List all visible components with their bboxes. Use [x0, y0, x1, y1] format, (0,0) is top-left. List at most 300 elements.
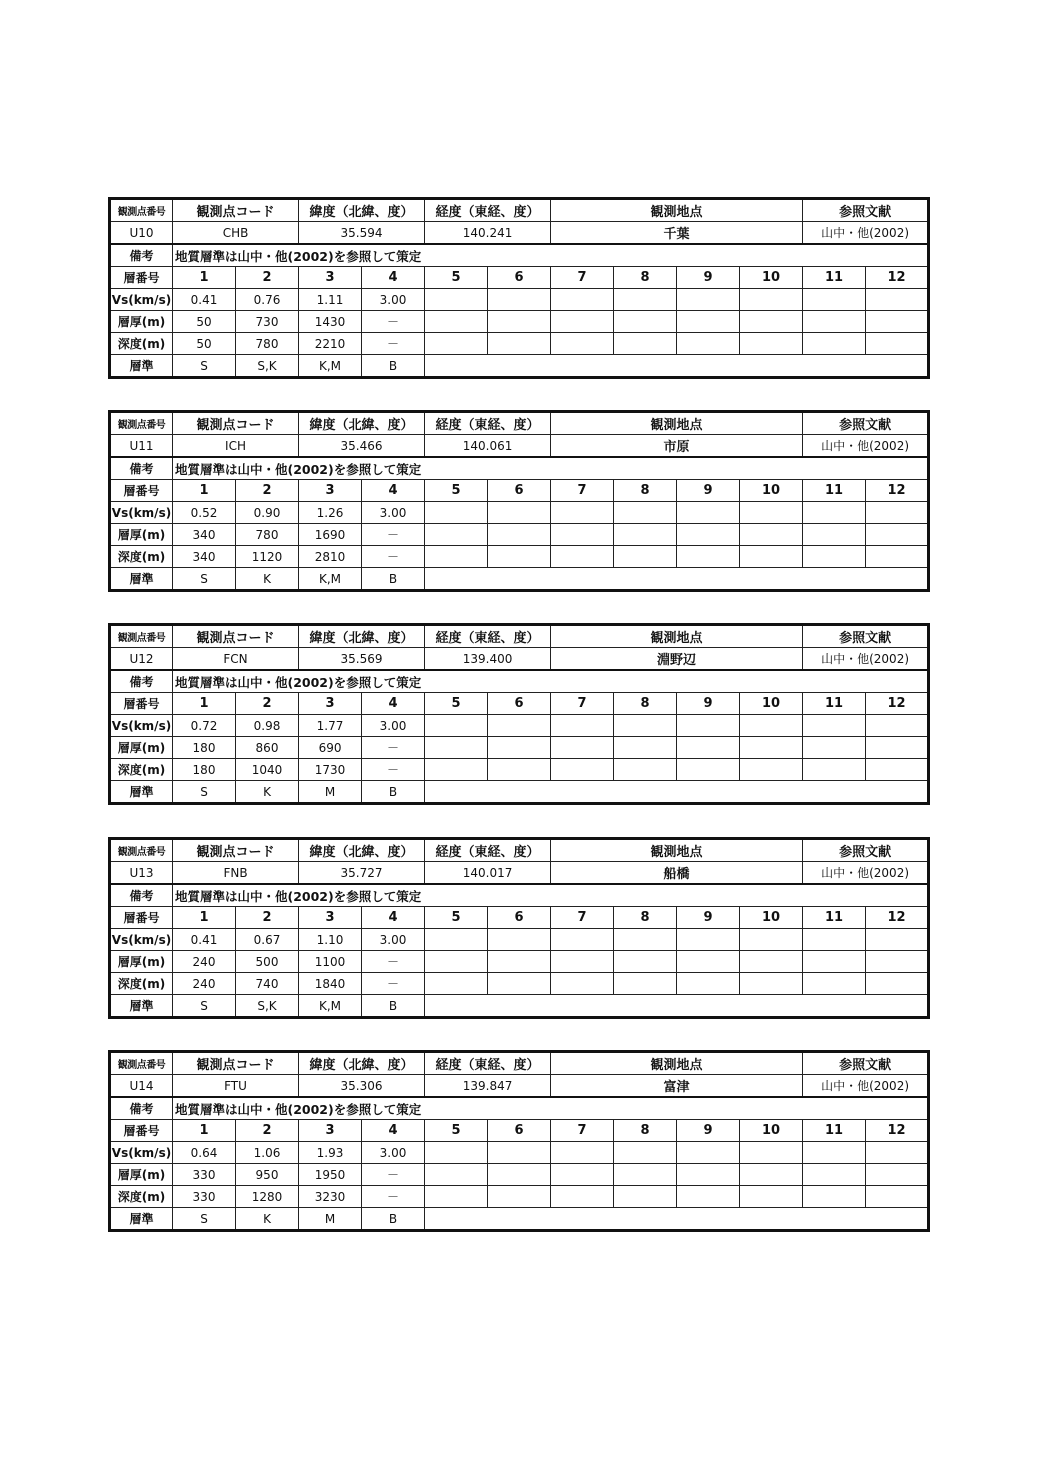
horizon-cell: B [362, 568, 425, 591]
header-row [110, 412, 929, 435]
location-value: 富津 [551, 1075, 803, 1098]
longitude-header: 経度（東経、度） [425, 199, 551, 222]
layer-no-cell: 10 [740, 267, 803, 289]
vs-cell-empty [866, 289, 929, 311]
layer-number-row [110, 267, 929, 289]
layer-no-cell: 11 [803, 907, 866, 929]
layer-no-cell: 12 [866, 480, 929, 502]
horizon-row [110, 355, 929, 378]
depth-cell: 180 [173, 759, 236, 781]
layer-no-label: 層番号 [110, 480, 173, 502]
thickness-cell-empty [425, 951, 488, 973]
thickness-cell: 1100 [299, 951, 362, 973]
site-no-header: 観測点番号 [110, 625, 173, 648]
layer-no-cell: 2 [236, 267, 299, 289]
thickness-cell-empty [425, 737, 488, 759]
layer-no-cell: 2 [236, 1120, 299, 1142]
vs-cell: 1.77 [299, 715, 362, 737]
site-no: U14 [110, 1075, 173, 1098]
horizon-blank [425, 568, 929, 591]
thickness-cell-empty [488, 1164, 551, 1186]
layer-no-cell: 1 [173, 1120, 236, 1142]
location-value: 市原 [551, 435, 803, 458]
thickness-label: 層厚(m) [110, 524, 173, 546]
horizon-cell: K [236, 568, 299, 591]
layer-no-cell: 5 [425, 267, 488, 289]
longitude-value: 140.241 [425, 222, 551, 245]
layer-no-cell: 3 [299, 693, 362, 715]
layer-no-cell: 4 [362, 907, 425, 929]
thickness-row [110, 951, 929, 973]
thickness-cell-empty [425, 311, 488, 333]
layer-no-cell: 3 [299, 907, 362, 929]
vs-row [110, 929, 929, 951]
depth-cell: － [362, 1186, 425, 1208]
location-header: 観測地点 [551, 625, 803, 648]
layer-no-cell: 10 [740, 1120, 803, 1142]
remarks-row [110, 244, 929, 267]
thickness-cell-empty [488, 951, 551, 973]
layer-no-cell: 11 [803, 267, 866, 289]
longitude-value: 139.847 [425, 1075, 551, 1098]
thickness-cell: 1430 [299, 311, 362, 333]
layer-no-cell: 8 [614, 1120, 677, 1142]
site-code-header: 観測点コード [173, 839, 299, 862]
latitude-header: 緯度（北緯、度） [299, 412, 425, 435]
horizon-cell: K [236, 1208, 299, 1231]
location-header: 観測地点 [551, 1052, 803, 1075]
thickness-cell-empty [803, 737, 866, 759]
vs-cell-empty [488, 1142, 551, 1164]
remarks-row [110, 1097, 929, 1120]
depth-cell-empty [740, 546, 803, 568]
vs-cell-empty [677, 502, 740, 524]
thickness-cell: 330 [173, 1164, 236, 1186]
thickness-cell-empty [551, 1164, 614, 1186]
layer-no-cell: 4 [362, 693, 425, 715]
layer-no-cell: 2 [236, 693, 299, 715]
reference-value: 山中・他(2002) [803, 1075, 929, 1098]
thickness-cell: 690 [299, 737, 362, 759]
thickness-cell-empty [488, 524, 551, 546]
vs-cell-empty [740, 715, 803, 737]
site-code-header: 観測点コード [173, 625, 299, 648]
vs-label: Vs(km/s) [110, 715, 173, 737]
vs-cell-empty [488, 289, 551, 311]
depth-label: 深度(m) [110, 546, 173, 568]
site-code: FNB [173, 862, 299, 885]
remarks-label: 備考 [110, 670, 173, 693]
thickness-cell-empty [740, 524, 803, 546]
layer-no-cell: 5 [425, 693, 488, 715]
thickness-label: 層厚(m) [110, 311, 173, 333]
vs-cell-empty [425, 502, 488, 524]
thickness-cell-empty [488, 737, 551, 759]
vs-label: Vs(km/s) [110, 1142, 173, 1164]
thickness-label: 層厚(m) [110, 951, 173, 973]
depth-cell-empty [866, 1186, 929, 1208]
vs-cell: 0.72 [173, 715, 236, 737]
layer-no-cell: 7 [551, 693, 614, 715]
horizon-label: 層準 [110, 568, 173, 591]
longitude-value: 139.400 [425, 648, 551, 671]
depth-cell: 50 [173, 333, 236, 355]
thickness-cell: － [362, 311, 425, 333]
vs-cell: 3.00 [362, 929, 425, 951]
longitude-value: 140.017 [425, 862, 551, 885]
depth-cell: 330 [173, 1186, 236, 1208]
vs-label: Vs(km/s) [110, 289, 173, 311]
horizon-cell: M [299, 781, 362, 804]
latitude-header: 緯度（北緯、度） [299, 625, 425, 648]
layer-no-cell: 3 [299, 480, 362, 502]
thickness-cell: 50 [173, 311, 236, 333]
depth-cell: 1120 [236, 546, 299, 568]
depth-label: 深度(m) [110, 333, 173, 355]
horizon-cell: S [173, 568, 236, 591]
thickness-cell-empty [866, 737, 929, 759]
vs-cell: 0.67 [236, 929, 299, 951]
thickness-cell: 780 [236, 524, 299, 546]
vs-cell-empty [803, 715, 866, 737]
header-row [110, 1052, 929, 1075]
depth-cell: 740 [236, 973, 299, 995]
thickness-cell: 1950 [299, 1164, 362, 1186]
thickness-cell-empty [677, 311, 740, 333]
vs-cell: 1.26 [299, 502, 362, 524]
layer-number-row [110, 907, 929, 929]
thickness-cell-empty [803, 951, 866, 973]
depth-cell-empty [425, 1186, 488, 1208]
thickness-cell-empty [866, 1164, 929, 1186]
thickness-cell-empty [614, 311, 677, 333]
site-no-header: 観測点番号 [110, 412, 173, 435]
thickness-cell: 860 [236, 737, 299, 759]
site-info-row [110, 1075, 929, 1098]
vs-cell: 0.41 [173, 289, 236, 311]
vs-cell: 3.00 [362, 502, 425, 524]
layer-no-cell: 10 [740, 907, 803, 929]
thickness-cell-empty [425, 1164, 488, 1186]
header-row [110, 199, 929, 222]
site-info-row [110, 222, 929, 245]
horizon-cell: S,K [236, 995, 299, 1018]
thickness-cell-empty [740, 951, 803, 973]
thickness-cell-empty [803, 311, 866, 333]
longitude-header: 経度（東経、度） [425, 839, 551, 862]
layer-no-cell: 6 [488, 1120, 551, 1142]
vs-row [110, 289, 929, 311]
depth-cell-empty [425, 546, 488, 568]
thickness-cell-empty [803, 1164, 866, 1186]
layer-no-cell: 4 [362, 1120, 425, 1142]
depth-cell-empty [677, 546, 740, 568]
depth-cell: 340 [173, 546, 236, 568]
depth-row [110, 546, 929, 568]
location-header: 観測地点 [551, 412, 803, 435]
vs-cell-empty [614, 289, 677, 311]
depth-cell-empty [866, 973, 929, 995]
site-table-u11 [108, 410, 930, 592]
layer-no-cell: 4 [362, 480, 425, 502]
thickness-cell: 730 [236, 311, 299, 333]
vs-cell-empty [551, 502, 614, 524]
reference-header: 参照文献 [803, 412, 929, 435]
layer-no-cell: 11 [803, 1120, 866, 1142]
remarks-value: 地質層準は山中・他(2002)を参照して策定 [173, 884, 929, 907]
vs-cell-empty [803, 289, 866, 311]
layer-no-cell: 10 [740, 693, 803, 715]
remarks-value: 地質層準は山中・他(2002)を参照して策定 [173, 1097, 929, 1120]
depth-cell: － [362, 973, 425, 995]
site-code-header: 観測点コード [173, 412, 299, 435]
horizon-label: 層準 [110, 1208, 173, 1231]
thickness-cell: 950 [236, 1164, 299, 1186]
header-row [110, 839, 929, 862]
thickness-cell: 340 [173, 524, 236, 546]
site-code: ICH [173, 435, 299, 458]
site-info-row [110, 435, 929, 458]
horizon-label: 層準 [110, 355, 173, 378]
horizon-cell: K,M [299, 355, 362, 378]
vs-cell-empty [803, 502, 866, 524]
thickness-cell: － [362, 524, 425, 546]
site-code: CHB [173, 222, 299, 245]
vs-cell-empty [551, 929, 614, 951]
depth-cell-empty [677, 973, 740, 995]
horizon-cell: K,M [299, 995, 362, 1018]
depth-cell: 1730 [299, 759, 362, 781]
remarks-label: 備考 [110, 884, 173, 907]
site-no: U10 [110, 222, 173, 245]
location-header: 観測地点 [551, 839, 803, 862]
depth-cell-empty [803, 546, 866, 568]
depth-cell-empty [551, 759, 614, 781]
location-value: 千葉 [551, 222, 803, 245]
depth-cell-empty [425, 759, 488, 781]
layer-no-cell: 6 [488, 267, 551, 289]
thickness-cell-empty [866, 311, 929, 333]
vs-cell: 0.41 [173, 929, 236, 951]
layer-no-cell: 2 [236, 480, 299, 502]
location-value: 船橋 [551, 862, 803, 885]
depth-cell-empty [803, 333, 866, 355]
depth-cell-empty [803, 1186, 866, 1208]
vs-cell: 1.06 [236, 1142, 299, 1164]
layer-no-cell: 8 [614, 907, 677, 929]
thickness-cell-empty [740, 737, 803, 759]
depth-cell: 240 [173, 973, 236, 995]
site-table-u14 [108, 1050, 930, 1232]
thickness-cell: － [362, 737, 425, 759]
site-no: U11 [110, 435, 173, 458]
vs-cell: 0.98 [236, 715, 299, 737]
vs-cell: 0.64 [173, 1142, 236, 1164]
thickness-cell-empty [425, 524, 488, 546]
longitude-header: 経度（東経、度） [425, 1052, 551, 1075]
layer-no-label: 層番号 [110, 1120, 173, 1142]
layer-no-cell: 3 [299, 1120, 362, 1142]
vs-cell: 1.10 [299, 929, 362, 951]
depth-cell-empty [614, 759, 677, 781]
vs-cell-empty [866, 715, 929, 737]
depth-cell-empty [740, 1186, 803, 1208]
thickness-cell-empty [614, 737, 677, 759]
vs-cell-empty [425, 715, 488, 737]
latitude-header: 緯度（北緯、度） [299, 839, 425, 862]
vs-row [110, 502, 929, 524]
site-no: U13 [110, 862, 173, 885]
vs-cell: 1.93 [299, 1142, 362, 1164]
horizon-row [110, 1208, 929, 1231]
horizon-blank [425, 781, 929, 804]
reference-header: 参照文献 [803, 1052, 929, 1075]
depth-row [110, 1186, 929, 1208]
depth-cell-empty [488, 759, 551, 781]
vs-cell-empty [425, 929, 488, 951]
depth-cell-empty [488, 333, 551, 355]
site-table-u10 [108, 197, 930, 379]
depth-cell-empty [488, 973, 551, 995]
horizon-cell: S [173, 995, 236, 1018]
thickness-label: 層厚(m) [110, 737, 173, 759]
layer-no-cell: 5 [425, 907, 488, 929]
layer-no-cell: 7 [551, 907, 614, 929]
vs-row [110, 715, 929, 737]
site-no: U12 [110, 648, 173, 671]
vs-cell-empty [551, 289, 614, 311]
depth-cell-empty [677, 1186, 740, 1208]
vs-cell-empty [866, 1142, 929, 1164]
reference-header: 参照文献 [803, 625, 929, 648]
depth-cell: 1040 [236, 759, 299, 781]
thickness-cell-empty [551, 524, 614, 546]
thickness-cell: 1690 [299, 524, 362, 546]
horizon-cell: B [362, 781, 425, 804]
depth-cell-empty [551, 973, 614, 995]
location-header: 観測地点 [551, 199, 803, 222]
depth-cell-empty [488, 546, 551, 568]
reference-value: 山中・他(2002) [803, 222, 929, 245]
thickness-cell-empty [551, 311, 614, 333]
layer-no-cell: 12 [866, 1120, 929, 1142]
vs-cell: 3.00 [362, 715, 425, 737]
depth-cell: 3230 [299, 1186, 362, 1208]
vs-cell-empty [551, 1142, 614, 1164]
thickness-cell: 500 [236, 951, 299, 973]
layer-no-cell: 1 [173, 267, 236, 289]
latitude-value: 35.727 [299, 862, 425, 885]
vs-cell-empty [614, 715, 677, 737]
site-code-header: 観測点コード [173, 1052, 299, 1075]
vs-cell-empty [614, 929, 677, 951]
vs-cell-empty [866, 502, 929, 524]
depth-cell-empty [866, 546, 929, 568]
depth-cell-empty [551, 1186, 614, 1208]
depth-cell-empty [551, 333, 614, 355]
thickness-row [110, 311, 929, 333]
vs-cell-empty [740, 929, 803, 951]
layer-no-cell: 1 [173, 480, 236, 502]
layer-no-cell: 9 [677, 693, 740, 715]
site-code: FCN [173, 648, 299, 671]
latitude-header: 緯度（北緯、度） [299, 199, 425, 222]
horizon-cell: K,M [299, 568, 362, 591]
layer-no-cell: 7 [551, 480, 614, 502]
depth-cell-empty [614, 973, 677, 995]
thickness-cell-empty [614, 524, 677, 546]
thickness-cell-empty [866, 524, 929, 546]
layer-no-cell: 10 [740, 480, 803, 502]
vs-cell-empty [425, 1142, 488, 1164]
layer-no-cell: 11 [803, 480, 866, 502]
latitude-header: 緯度（北緯、度） [299, 1052, 425, 1075]
layer-no-cell: 1 [173, 907, 236, 929]
horizon-label: 層準 [110, 781, 173, 804]
vs-cell-empty [677, 289, 740, 311]
depth-row [110, 333, 929, 355]
horizon-cell: S,K [236, 355, 299, 378]
horizon-label: 層準 [110, 995, 173, 1018]
depth-cell-empty [740, 973, 803, 995]
depth-label: 深度(m) [110, 1186, 173, 1208]
depth-cell-empty [740, 759, 803, 781]
longitude-header: 経度（東経、度） [425, 625, 551, 648]
thickness-cell-empty [488, 311, 551, 333]
thickness-cell-empty [551, 951, 614, 973]
layer-no-cell: 1 [173, 693, 236, 715]
latitude-value: 35.306 [299, 1075, 425, 1098]
depth-cell-empty [803, 759, 866, 781]
thickness-cell-empty [866, 951, 929, 973]
reference-value: 山中・他(2002) [803, 648, 929, 671]
horizon-cell: M [299, 1208, 362, 1231]
depth-cell-empty [866, 759, 929, 781]
vs-cell-empty [740, 1142, 803, 1164]
vs-cell: 3.00 [362, 289, 425, 311]
header-row [110, 625, 929, 648]
reference-value: 山中・他(2002) [803, 435, 929, 458]
vs-cell-empty [488, 502, 551, 524]
vs-cell: 3.00 [362, 1142, 425, 1164]
depth-cell-empty [740, 333, 803, 355]
layer-number-row [110, 693, 929, 715]
longitude-value: 140.061 [425, 435, 551, 458]
vs-cell-empty [677, 715, 740, 737]
thickness-cell: － [362, 951, 425, 973]
site-info-row [110, 648, 929, 671]
layer-no-cell: 4 [362, 267, 425, 289]
layer-number-row [110, 1120, 929, 1142]
layer-no-cell: 5 [425, 1120, 488, 1142]
vs-label: Vs(km/s) [110, 502, 173, 524]
horizon-cell: S [173, 781, 236, 804]
vs-cell: 0.90 [236, 502, 299, 524]
thickness-row [110, 524, 929, 546]
thickness-cell-empty [677, 737, 740, 759]
thickness-cell-empty [614, 1164, 677, 1186]
layer-no-cell: 2 [236, 907, 299, 929]
remarks-label: 備考 [110, 244, 173, 267]
layer-no-cell: 9 [677, 1120, 740, 1142]
depth-cell: 2210 [299, 333, 362, 355]
remarks-row [110, 884, 929, 907]
horizon-blank [425, 995, 929, 1018]
vs-cell: 1.11 [299, 289, 362, 311]
depth-cell: 2810 [299, 546, 362, 568]
remarks-value: 地質層準は山中・他(2002)を参照して策定 [173, 670, 929, 693]
horizon-row [110, 781, 929, 804]
